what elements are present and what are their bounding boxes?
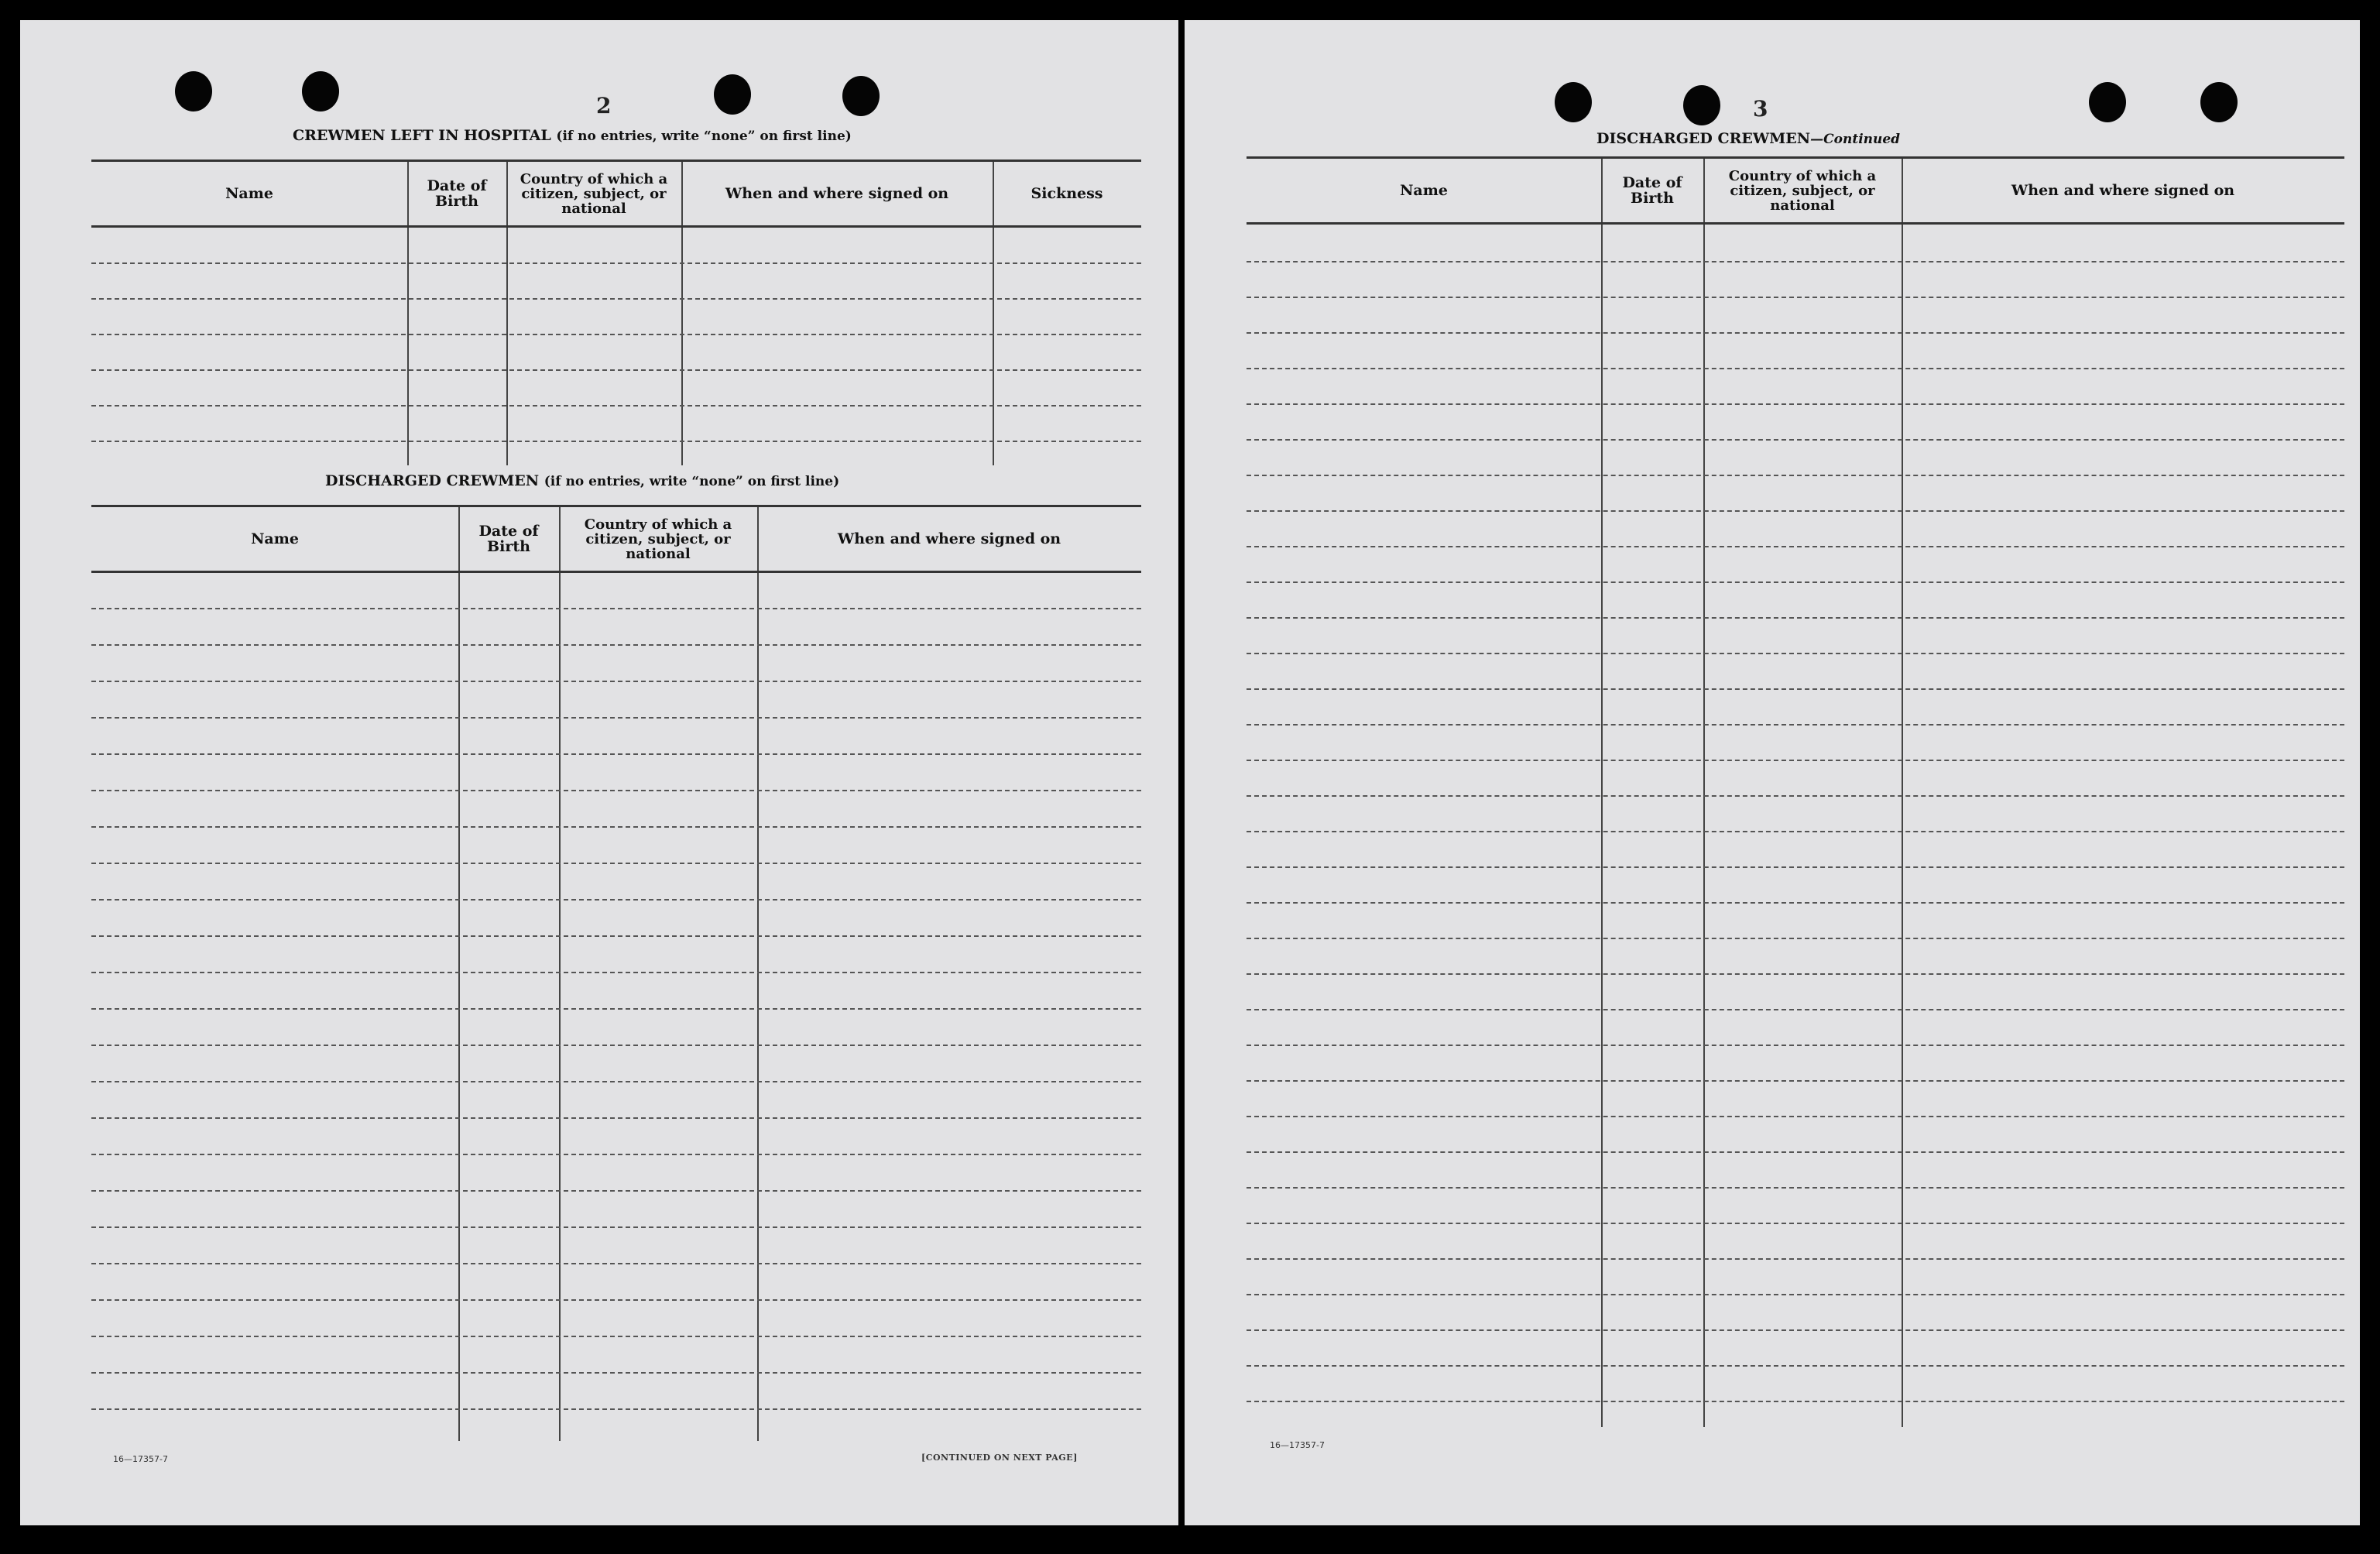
entry-row[interactable] — [91, 298, 1141, 300]
header-rule — [91, 571, 1141, 573]
entry-row[interactable] — [1247, 1151, 2344, 1153]
entry-row[interactable] — [1247, 1223, 2344, 1224]
entry-row[interactable] — [1247, 1258, 2344, 1260]
entry-row[interactable] — [1247, 902, 2344, 904]
continued-note: [CONTINUED ON NEXT PAGE] — [921, 1453, 1078, 1463]
entry-row[interactable] — [91, 1372, 1141, 1374]
column-header: Country of which a citizen, subject, or national — [584, 516, 732, 562]
entry-row[interactable] — [1247, 261, 2344, 262]
entry-row[interactable] — [1247, 1187, 2344, 1189]
punch-hole — [1555, 82, 1592, 122]
entry-row[interactable] — [91, 1226, 1141, 1228]
column-rule — [458, 507, 460, 1441]
entry-row[interactable] — [1247, 1365, 2344, 1367]
entry-row[interactable] — [91, 369, 1141, 371]
entry-row[interactable] — [91, 790, 1141, 791]
column-rule — [993, 162, 994, 465]
punch-hole — [2200, 82, 2238, 122]
entry-row[interactable] — [1247, 938, 2344, 939]
entry-row[interactable] — [1247, 475, 2344, 476]
entry-row[interactable] — [1247, 1294, 2344, 1295]
entry-row[interactable] — [1247, 653, 2344, 654]
discharged-table — [91, 505, 1141, 1441]
entry-row[interactable] — [1247, 546, 2344, 547]
entry-row[interactable] — [1247, 760, 2344, 761]
column-header: Country of which a citizen, subject, or national — [520, 170, 668, 217]
entry-row[interactable] — [91, 681, 1141, 682]
page-number: 2 — [596, 93, 612, 118]
entry-row[interactable] — [91, 753, 1141, 755]
column-rule — [1703, 159, 1705, 1427]
column-header: Name — [251, 530, 299, 547]
entry-row[interactable] — [1247, 403, 2344, 405]
header-rule — [91, 225, 1141, 228]
column-header: Name — [1400, 182, 1448, 199]
column-rule — [757, 507, 759, 1441]
punch-hole — [2089, 82, 2126, 122]
entry-row[interactable] — [1247, 297, 2344, 298]
entry-row[interactable] — [91, 262, 1141, 264]
punch-hole — [302, 71, 339, 111]
discharged-continued-title: DISCHARGED CREWMEN—Continued — [1596, 130, 1901, 147]
entry-row[interactable] — [91, 826, 1141, 828]
column-header: Sickness — [1031, 185, 1103, 202]
column-rule — [681, 162, 683, 465]
punch-hole — [842, 76, 880, 116]
entry-row[interactable] — [91, 1081, 1141, 1082]
entry-row[interactable] — [91, 1299, 1141, 1301]
entry-row[interactable] — [1247, 617, 2344, 619]
entry-row[interactable] — [91, 1190, 1141, 1192]
column-rule — [1902, 159, 1903, 1427]
entry-row[interactable] — [1247, 724, 2344, 726]
entry-row[interactable] — [91, 405, 1141, 407]
entry-row[interactable] — [1247, 581, 2344, 583]
header-rule — [1247, 222, 2344, 225]
form-page-right — [1185, 20, 2360, 1525]
entry-row[interactable] — [91, 1008, 1141, 1010]
entry-row[interactable] — [1247, 439, 2344, 441]
form-page-left — [20, 20, 1178, 1525]
entry-row[interactable] — [91, 1263, 1141, 1264]
entry-row[interactable] — [1247, 510, 2344, 512]
entry-row[interactable] — [1247, 1116, 2344, 1117]
entry-row[interactable] — [91, 441, 1141, 442]
entry-row[interactable] — [1247, 1401, 2344, 1402]
column-rule — [559, 507, 561, 1441]
entry-row[interactable] — [91, 972, 1141, 973]
entry-row[interactable] — [91, 899, 1141, 900]
form-number: 16—17357-7 — [113, 1454, 168, 1464]
entry-row[interactable] — [1247, 795, 2344, 797]
column-rule — [1601, 159, 1603, 1427]
column-header: Date of Birth — [427, 177, 487, 210]
form-number: 16—17357-7 — [1270, 1440, 1325, 1450]
discharged-section-title: DISCHARGED CREWMEN (if no entries, write “none” on first line) — [325, 472, 840, 489]
entry-row[interactable] — [1247, 1009, 2344, 1010]
punch-hole — [1683, 85, 1720, 125]
column-header: Date of Birth — [478, 523, 539, 555]
column-header: When and where signed on — [837, 530, 1061, 547]
entry-row[interactable] — [91, 1045, 1141, 1046]
entry-row[interactable] — [91, 608, 1141, 609]
entry-row[interactable] — [91, 1154, 1141, 1155]
column-header: Date of Birth — [1622, 174, 1682, 207]
column-rule — [506, 162, 508, 465]
entry-row[interactable] — [91, 863, 1141, 864]
entry-row[interactable] — [91, 644, 1141, 646]
entry-row[interactable] — [1247, 831, 2344, 832]
punch-hole — [175, 71, 212, 111]
entry-row[interactable] — [91, 1336, 1141, 1337]
entry-row[interactable] — [91, 334, 1141, 335]
entry-row[interactable] — [91, 1408, 1141, 1410]
entry-row[interactable] — [91, 935, 1141, 937]
column-rule — [407, 162, 409, 465]
hospital-table — [91, 160, 1141, 465]
punch-hole — [714, 74, 751, 115]
page-number: 3 — [1753, 96, 1768, 122]
entry-row[interactable] — [91, 717, 1141, 719]
entry-row[interactable] — [1247, 368, 2344, 369]
entry-row[interactable] — [1247, 332, 2344, 334]
hospital-section-title: CREWMEN LEFT IN HOSPITAL (if no entries, write “none” on first line) — [293, 127, 852, 144]
entry-row[interactable] — [1247, 973, 2344, 975]
entry-row[interactable] — [91, 1117, 1141, 1119]
column-header: Country of which a citizen, subject, or national — [1728, 167, 1877, 214]
entry-row[interactable] — [1247, 688, 2344, 690]
entry-row[interactable] — [1247, 866, 2344, 868]
column-header: Name — [225, 185, 273, 202]
discharged-continued-table — [1247, 156, 2344, 1427]
entry-row[interactable] — [1247, 1080, 2344, 1082]
entry-row[interactable] — [1247, 1045, 2344, 1046]
entry-row[interactable] — [1247, 1329, 2344, 1331]
column-header: When and where signed on — [725, 185, 949, 202]
column-header: When and where signed on — [2011, 182, 2235, 199]
